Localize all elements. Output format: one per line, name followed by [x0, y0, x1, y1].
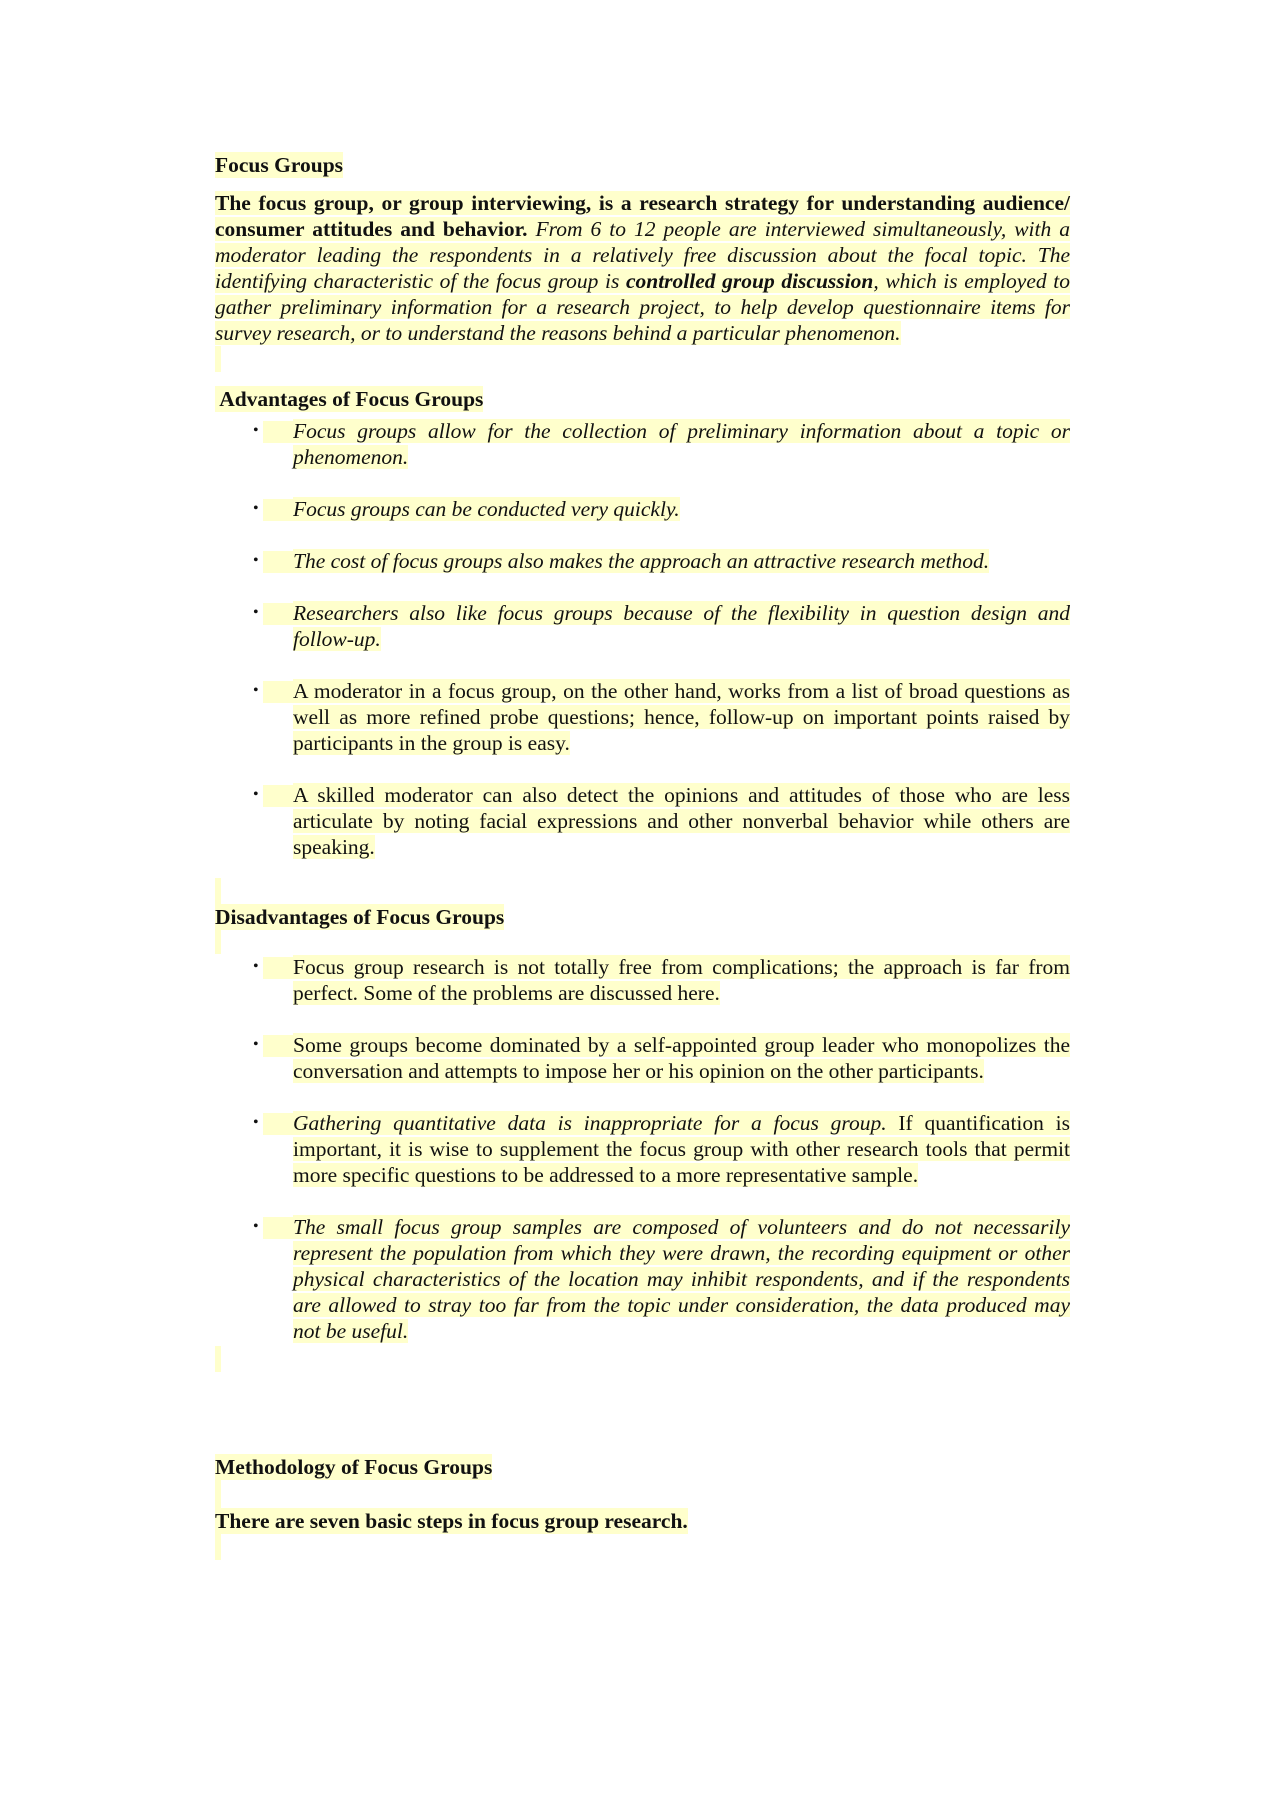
bullet-icon: • — [253, 958, 259, 975]
advantages-heading: Advantages of Focus Groups — [215, 387, 484, 411]
paragraph-mark — [215, 1346, 221, 1372]
paragraph-mark — [215, 1480, 221, 1508]
methodology-subheading: There are seven basic steps in focus group research. — [215, 1509, 688, 1533]
disadvantages-item — [215, 954, 1070, 1006]
advantages-item — [215, 782, 1070, 860]
indent-highlight — [263, 603, 293, 625]
disadvantages-item — [215, 1110, 1070, 1188]
item-text: A skilled moderator can also detect the opinions and attitudes of those who are less articulate by noting facial expressions and other nonverbal behavior while others are speaking. — [293, 783, 1070, 859]
bullet-icon: • — [253, 552, 259, 569]
paragraph-mark — [215, 930, 221, 954]
item-text-italic: Researchers also like focus groups because of the flexibility in question design and follow-up. — [293, 601, 1070, 651]
page-title: Focus Groups — [215, 153, 344, 177]
item-text: Focus group research is not totally free from complications; the approach is far from perfect. Some of the problems are discussed here. — [293, 955, 1070, 1005]
item-text: Some groups become dominated by a self-appointed group leader who monopolizes the conversation and attempts to impose her or his opinion on the other participants. — [293, 1033, 1070, 1083]
intro-emphasis: controlled group discussion — [625, 269, 874, 293]
bullet-icon: • — [253, 1218, 259, 1235]
methodology-heading: Methodology of Focus Groups — [215, 1455, 493, 1479]
intro-text-2: , which is employed to gather preliminary information for a research project, to help develop questionnaire items for survey research, or to understand the reasons behind a particular phenomenon. — [215, 269, 1070, 345]
bullet-icon: • — [253, 1114, 259, 1131]
intro-text-1: From 6 to 12 people are interviewed simultaneously, with a moderator leading the respondents in a relatively free discussion about the focal topic. The identifying characteristic of the focus group is — [215, 217, 1071, 293]
indent-highlight — [263, 551, 293, 573]
intro-lead: The focus group, or group interviewing, is a research strategy for understanding audience/ consumer attitudes and behavior. — [215, 191, 1070, 241]
indent-highlight — [263, 1217, 293, 1239]
item-text-italic: Focus groups allow for the collection of preliminary information about a topic or phenomenon. — [293, 419, 1070, 469]
advantages-item — [215, 548, 1070, 574]
advantages-item — [215, 496, 1070, 522]
paragraph-mark — [215, 878, 221, 904]
indent-highlight — [263, 785, 293, 807]
item-text-italic: Focus groups can be conducted very quickly. — [293, 497, 680, 521]
methodology-subheading-block — [215, 1508, 1070, 1534]
bullet-icon: • — [253, 1036, 259, 1053]
disadvantages-item — [215, 1214, 1070, 1344]
item-text: If quantification is important, it is wise to supplement the focus group with other research tools that permit more specific questions to be addressed to a more representative sample. — [293, 1111, 1070, 1187]
item-text: A moderator in a focus group, on the other hand, works from a list of broad questions as well as more refined probe questions; hence, follow-up on important points raised by participants in the group is easy. — [293, 679, 1070, 755]
indent-highlight — [263, 957, 293, 979]
title-block — [215, 152, 1070, 178]
item-text-italic: Gathering quantitative data is inappropriate for a focus group. — [293, 1111, 887, 1135]
bullet-icon: • — [253, 500, 259, 517]
disadvantages-item — [215, 1032, 1070, 1084]
indent-highlight — [263, 499, 293, 521]
advantages-item — [215, 678, 1070, 756]
document-body — [215, 152, 1070, 1560]
indent-highlight — [263, 1113, 293, 1135]
advantages-item — [215, 600, 1070, 652]
bullet-icon: • — [253, 604, 259, 621]
disadvantages-list — [215, 954, 1070, 1344]
advantages-list — [215, 418, 1070, 860]
bullet-icon: • — [253, 422, 259, 439]
indent-highlight — [263, 1035, 293, 1057]
intro-paragraph — [215, 190, 1070, 346]
item-text-italic: The small focus group samples are composed of volunteers and do not necessarily represent the population from which they were drawn, the recording equipment or other physical characteristics of the location may inhibit respondents, and if the respondents are allowed to stray too far from the topic under consideration, the data produced may not be useful. — [293, 1215, 1070, 1343]
indent-highlight — [263, 421, 293, 443]
disadvantages-heading: Disadvantages of Focus Groups — [215, 905, 505, 929]
advantages-heading-block — [215, 386, 1070, 412]
bullet-icon: • — [253, 786, 259, 803]
item-text-italic: The cost of focus groups also makes the approach an attractive research method. — [293, 549, 990, 573]
bullet-icon: • — [253, 682, 259, 699]
indent-highlight — [263, 681, 293, 703]
disadvantages-heading-block — [215, 904, 1070, 930]
advantages-item — [215, 418, 1070, 470]
paragraph-mark — [215, 346, 221, 372]
paragraph-mark — [215, 1534, 221, 1560]
methodology-heading-block — [215, 1454, 1070, 1480]
